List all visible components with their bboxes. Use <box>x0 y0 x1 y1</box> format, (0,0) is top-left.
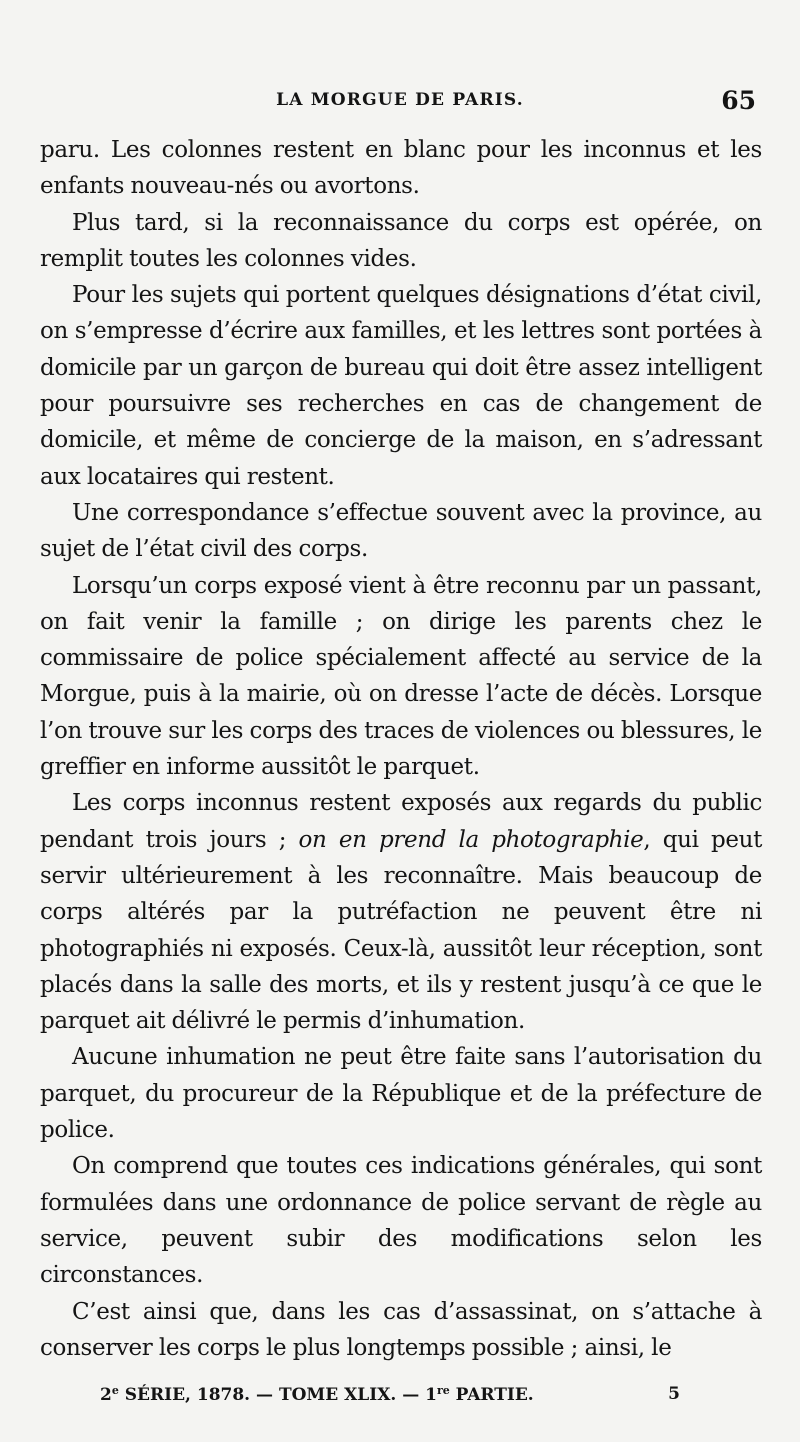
page-number: 65 <box>721 86 756 115</box>
paragraph: Une correspondance s’effectue souvent avec la province, au sujet de l’état civil des corps. <box>40 499 762 563</box>
paragraph-text: Les corps inconnus restent exposés aux regards du public pendant trois jours ; <box>40 790 762 853</box>
part-sup: re <box>436 1384 450 1397</box>
paragraph: Plus tard, si la reconnaissance du corps est opérée, on remplit toutes les colonnes vides. <box>40 209 762 272</box>
paragraph: Pour les sujets qui portent quelques désignations d’état civil, on s’empresse d’écrire aux familles, et les lettres sont portées à domicile par un garçon de bureau qui doit être assez intelligent pour poursuivre ses recherches en cas de changement de domicile, et même de concierge de la maison, en s’adressant aux locataires qui restent. <box>40 282 762 490</box>
paragraph: Lorsqu’un corps exposé vient à être reconnu par un passant, on fait venir la famille ; on dirige les parents chez le commissaire de police spécialement affecté au service de la Morgue, puis à la mairie, où on dresse l’acte de décès. Lorsque l’on trouve sur les corps des traces de violences ou blessures, le greffier en informe aussitôt le parquet. <box>40 572 762 781</box>
paragraph: paru. Les colonnes restent en blanc pour les inconnus et les enfants nouveau-nés ou avortons. <box>40 137 762 200</box>
running-title: LA MORGUE DE PARIS. <box>276 90 524 110</box>
body-text <box>40 132 762 1366</box>
part-rest: PARTIE. <box>449 1385 534 1405</box>
series-sup: e <box>111 1384 119 1397</box>
signature-number: 5 <box>668 1384 680 1404</box>
italic-phrase: on en prend la photographie <box>298 826 644 853</box>
paragraph: C’est ainsi que, dans les cas d’assassinat, on s’attache à conserver les corps le plus longtemps possible ; ainsi, le <box>40 1298 762 1361</box>
signature-line <box>100 1384 700 1408</box>
series-rest: SÉRIE, 1878. — TOME XLIX. — 1 <box>118 1385 437 1405</box>
paragraph-text: , qui peut servir ultérieurement à les reconnaître. Mais beaucoup de corps altérés par la putréfaction ne peuvent être ni photographiés ni exposés. Ceux-là, aussitôt leur réception, sont placés dans la salle des morts, et ils y restent jusqu’à ce que le parquet ait délivré le permis d’inhumation. <box>40 826 762 1035</box>
series-info <box>100 1384 534 1405</box>
running-head <box>40 86 760 122</box>
paragraph: On comprend que toutes ces indications générales, qui sont formulées dans une ordonnance de police servant de règle au service, peuvent subir des modifications selon les circonstances. <box>40 1153 762 1289</box>
paragraph <box>40 785 762 1039</box>
series-prefix: 2 <box>100 1385 112 1405</box>
paragraph: Aucune inhumation ne peut être faite sans l’autorisation du parquet, du procureur de la République et de la préfecture de police. <box>40 1044 762 1144</box>
